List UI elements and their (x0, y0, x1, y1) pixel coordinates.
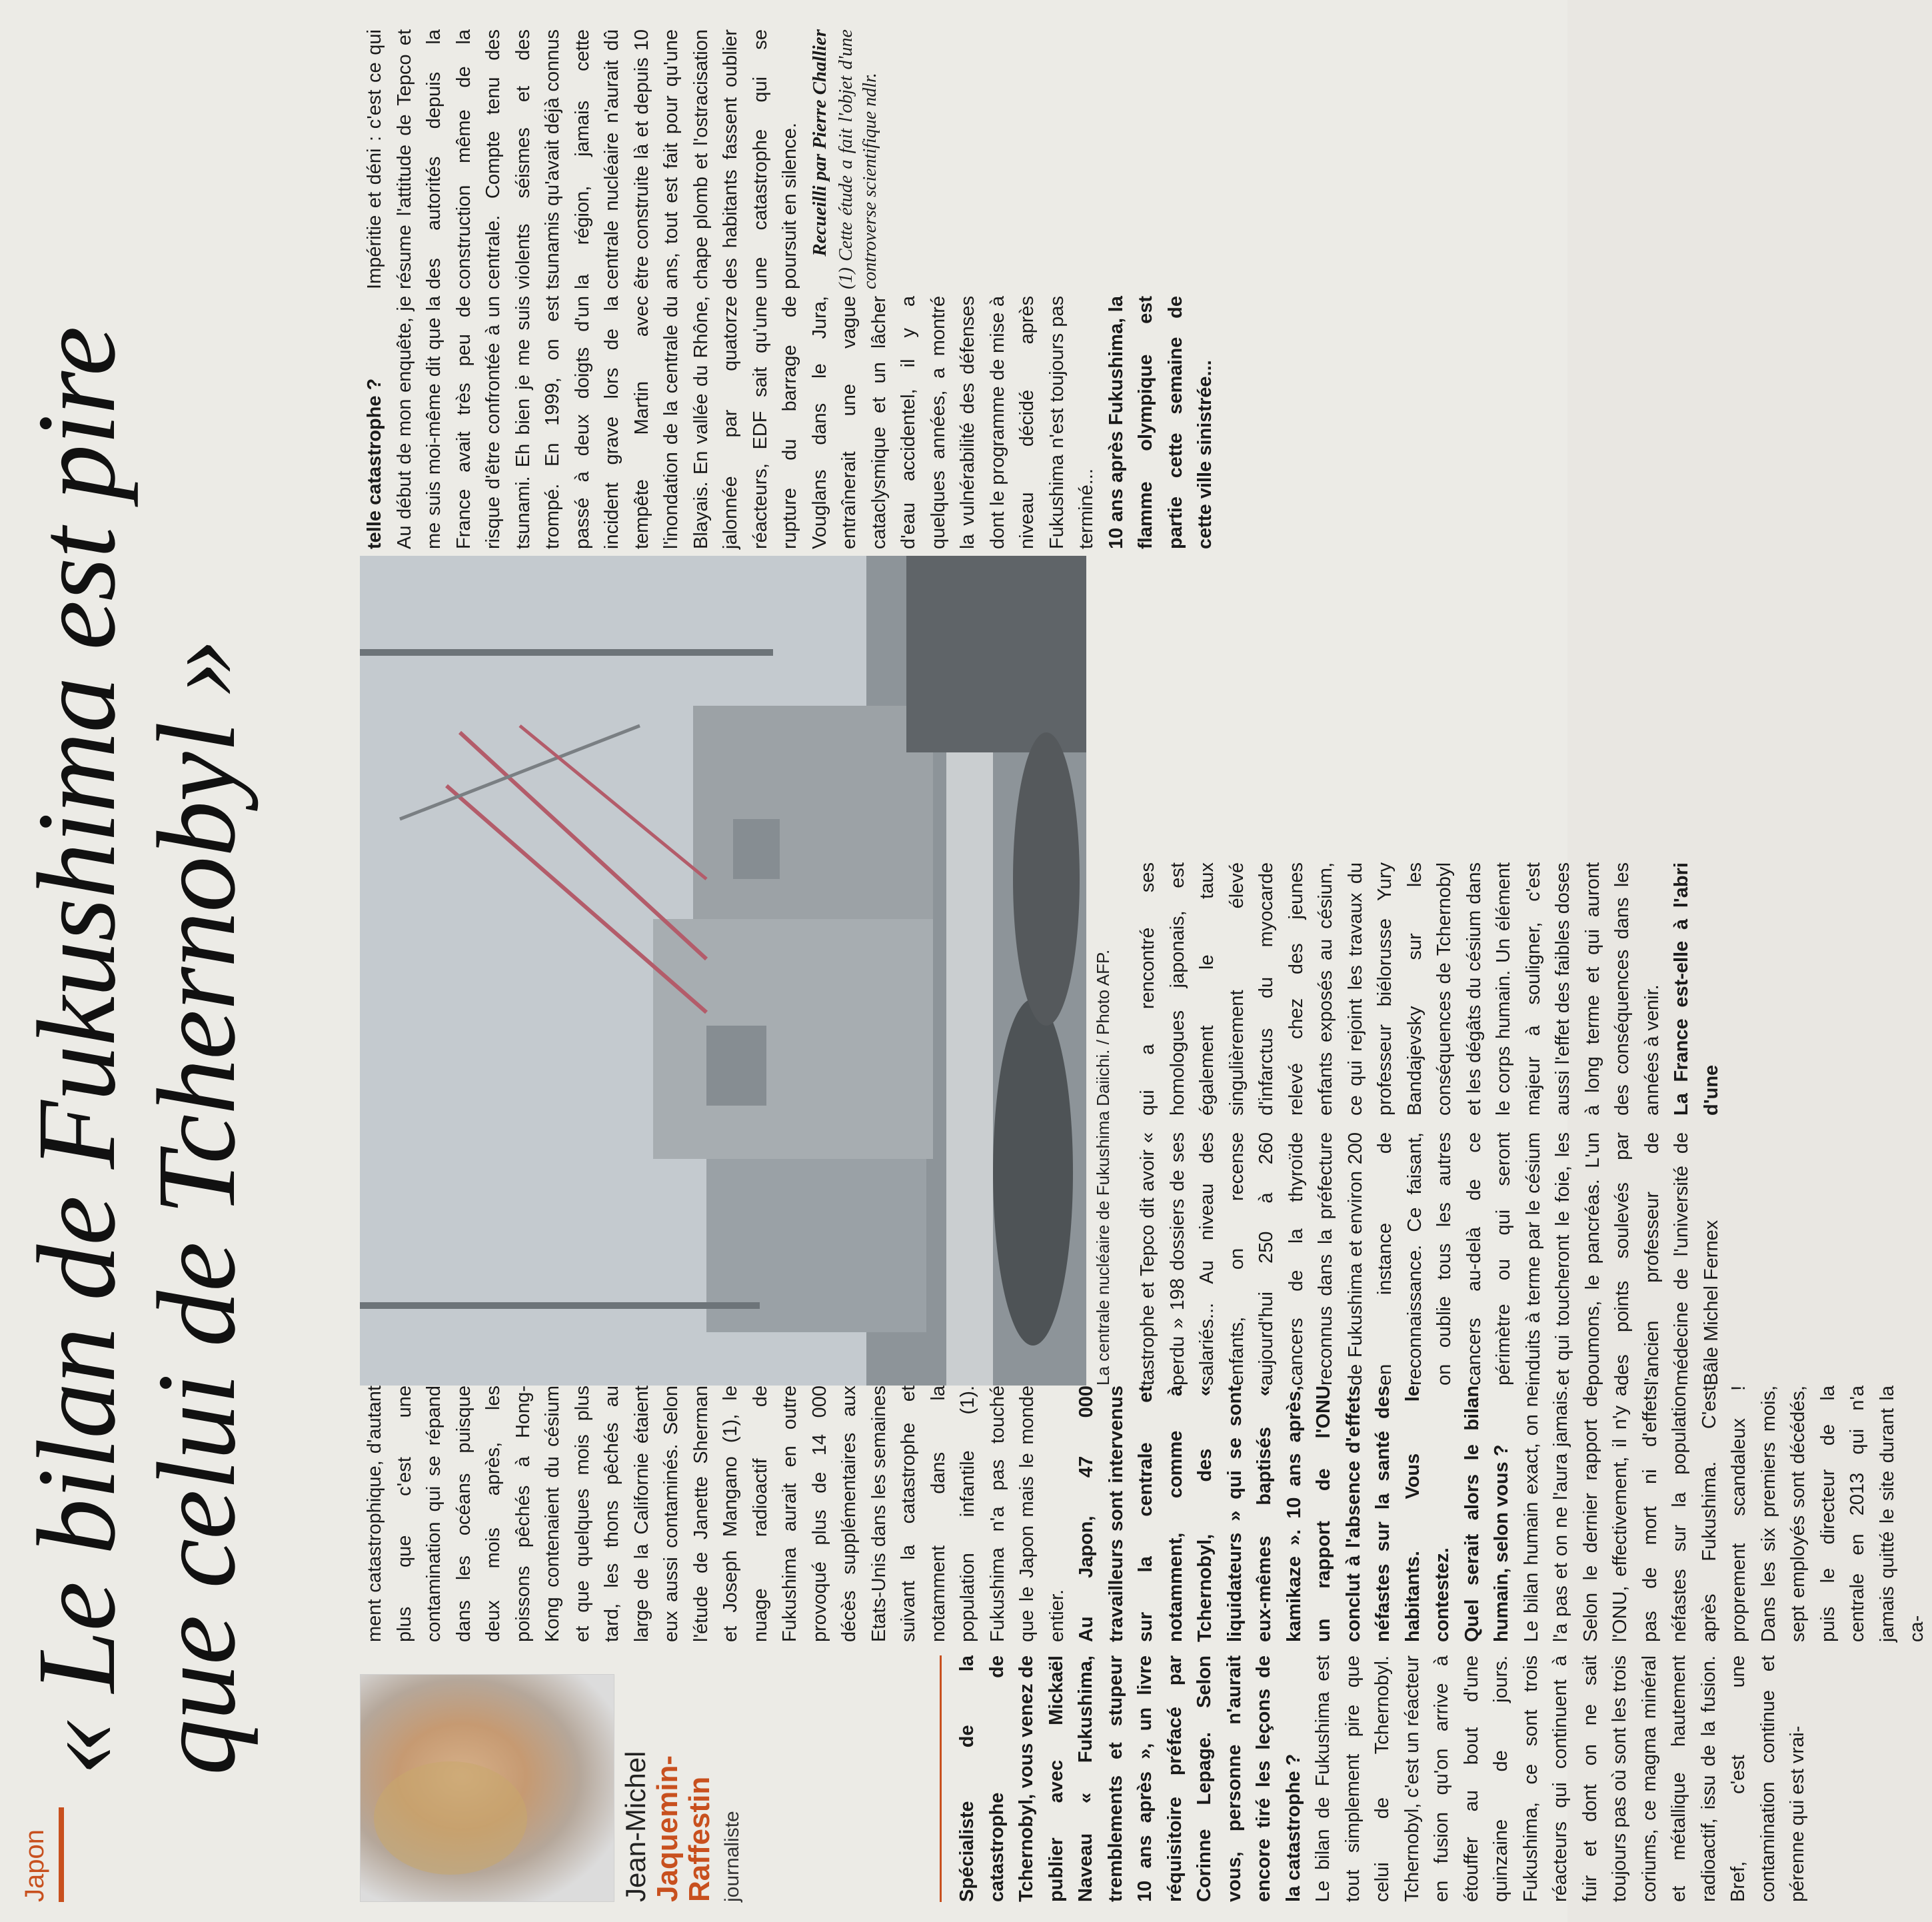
byline-role: journaliste (721, 1811, 743, 1902)
interview-question-4: La France est-elle à l'abri d'une (1671, 862, 1722, 1116)
article-column-4 (1133, 862, 1726, 1116)
portrait-hair-shape (374, 1761, 527, 1875)
author-portrait (360, 1674, 614, 1902)
answer-paragraph-1: Le bilan de Fukushima est tout simplement pire que celui de Tchernobyl. Tchernobyl, c'est un réacteur en fusion qu'on arrive à étouffer au bout d'une quinzaine de jours. Fukushima, ce sont trois réacteurs qui continuent à fuir et dont on ne sait toujours pas où sont les trois coriums, ce magma minéral et métallique hautement radioactif, issu de la fusion. Bref, c'est une contamination continue et pérenne qui est vrai- (1312, 1655, 1808, 1902)
byline (620, 1662, 744, 1902)
photo-caption (1093, 556, 1114, 1386)
byline-last-name-1: Jaquemin- (651, 1755, 684, 1902)
answer-paragraph-5: qui a rencontré ses homologues japonais, est également le taux singulièrement élevé d'infarctus du myocarde relevé chez des jeunes enfants exposés au césium, ce qui rejoint les travaux du professeur biélorusse Yury Bandajevsky sur les conséquences de Tchernobyl et les dégâts du césium dans le corps humain. Un élément majeur à souligner, c'est aussi l'effet des faibles doses à long terme et qui auront des conséquences dans les années à venir. (1137, 862, 1663, 1116)
byline-last-name-2: Raffestin (683, 1776, 716, 1902)
interview-question-3: Quel serait alors le bilan humain, selon vous ? (1461, 1386, 1512, 1642)
headline-line-1: « Le bilan de Fukushima est pire (15, 327, 139, 1775)
intro-rule (940, 1655, 942, 1902)
interview-question-2: Au Japon, 47 000 travailleurs sont intervenus sur la centrale et notamment, comme à Tchernobyl, des « liquidateurs » qui se sont eux-mêmes baptisés « kamikaze ». 10 ans après, un rapport de l'ONU conclut à l'absence d'effets néfastes sur la santé des habitants. Vous le contestez. (1076, 1386, 1453, 1642)
article-column-5 (360, 296, 1220, 549)
answer-paragraph-7: Impéritie et déni : c'est ce qui résume l'attitude de Tepco et des autorités depuis la construction même de la centrale. Compte tenu des violents séismes et des tsunamis qu'avait déjà connus la région, jamais cette centrale nucléaire n'aurait dû être construite là et depuis 10 ans, tout est fait pour qu'une chape plomb et l'ostracisation des habitants fassent oublier une catastrophe qui se poursuit en silence. (364, 29, 800, 289)
answer-paragraph-2: ment catastrophique, d'autant plus que c'est une contamination qui se répand dans les océans puisque deux mois après, les poissons pêchés à Hong-Kong contenaient du césium et que quelques mois plus tard, les thons pêchés au large de la Californie étaient eux aussi contaminés. Selon l'étude de Janette Sherman et Joseph Mangano (1), le nuage radioactif de Fukushima aurait en outre provoqué plus de 14 000 décès supplémentaires aux Etats-Unis dans les semaines suivant la catastrophe et notamment dans la population infantile (1). Fukushima n'a pas touché que le Japon mais le monde entier. (364, 1386, 1068, 1642)
footnote: (1) Cette étude a fait l'objet d'une controverse scientifique ndlr. (836, 29, 880, 289)
article-column-2 (360, 1386, 1932, 1642)
answer-paragraph-3: Le bilan humain exact, on ne l'a pas et on ne l'aura jamais. Selon le dernier rapport de l'ONU, effectivement, il n'y a pas de mort ni d'effets néfastes sur la population après Fukushima. C'est proprement scandaleux ! Dans les six premiers mois, sept employés sont décédés, puis le directeur de la centrale en 2013 qui n'a jamais quitté le site durant la ca- (1520, 1386, 1927, 1642)
article-column-6 (360, 29, 882, 289)
interview-question-1: Spécialiste de la catastrophe de Tchernobyl, vous venez de publier avec Mickaël Naveau « Fukushima, tremblements et stupeur 10 ans après », un livre réquisitoire préfacé par Corinne Lepage. Selon vous, personne n'aurait encore tiré les leçons de la catastrophe ? (956, 1655, 1304, 1902)
answer-paragraph-4: tastrophe et Tepco dit avoir « perdu » 198 dossiers de ses salariés... Au niveau des enfants, on recense aujourd'hui 250 à 260 cancers de la thyroïde reconnus dans la préfecture de Fukushima et environ 200 en instance de reconnaissance. Ce faisant, on oublie tous les autres cancers au-delà de ce périmètre ou qui seront induits à terme par le césium et qui toucheront le foie, les poumons, le pancréas. L'un des points soulevés par l'ancien professeur de médecine de l'université de Bâle Michel Fernex (1137, 1132, 1722, 1386)
headline-line-2: que celui de Tchernobyl » (135, 639, 259, 1775)
article-column-3 (1133, 1132, 1726, 1386)
signature: Recueilli par Pierre Challier (808, 29, 830, 257)
section-underline (59, 1807, 64, 1902)
answer-paragraph-6: Au début de mon enquête, je me suis moi-même dit que la France avait très peu de risque d'être confrontée à un tsunami. Eh bien je me suis trompé. En 1999, on est passé à deux doigts d'un incident grave lors de la tempête Martin avec l'inondation de la centrale du Blayais. En vallée du Rhône, jalonnée par quatorze réacteurs, EDF sait qu'une rupture du barrage de Vouglans dans le Jura, entraînerait une vague cataclysmique et un lâcher d'eau accidentel, il y a quelques années, a montré la vulnérabilité des défenses dont le programme de mise à niveau décidé après Fukushima n'est toujours pas terminé... (393, 296, 1097, 549)
fukushima-photo (360, 556, 1086, 1386)
interview-question-5: 10 ans après Fukushima, la flamme olympique est partie cette semaine de cette ville sinistrée... (1105, 296, 1216, 549)
article-column-1 (940, 1655, 1813, 1902)
byline-first-name: Jean-Michel (620, 1751, 651, 1902)
caption-credit: / Photo AFP. (1093, 949, 1113, 1045)
section-name: Japon (20, 1829, 49, 1902)
interview-question-4-end: telle catastrophe ? (364, 378, 385, 549)
caption-text: La centrale nucléaire de Fukushima Daiichi. (1093, 1049, 1113, 1386)
headline (17, 43, 257, 1775)
section-label (20, 1802, 73, 1902)
photo-illustration (360, 556, 1086, 1386)
